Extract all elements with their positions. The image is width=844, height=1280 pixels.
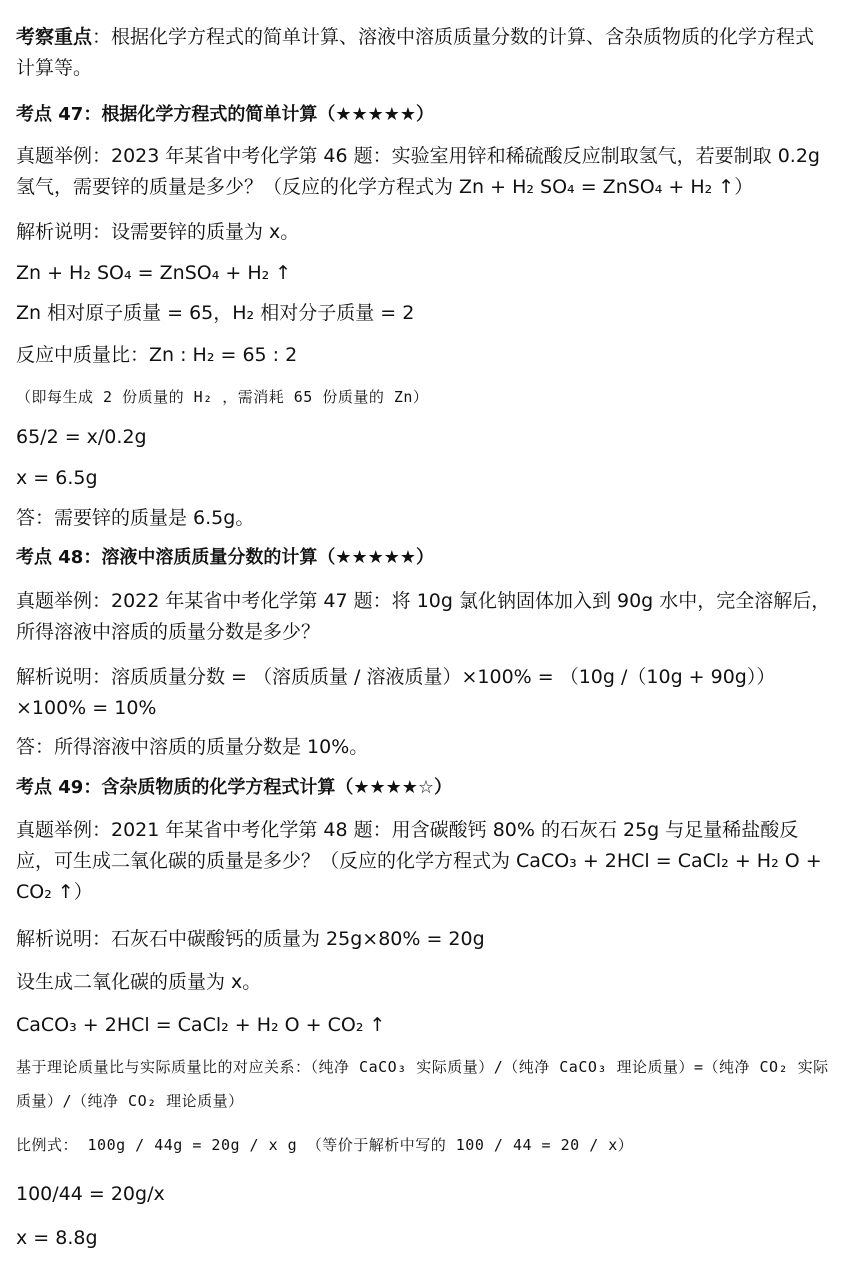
section-48-analysis: 解析说明：溶质质量分数 = （溶质质量 / 溶液质量）×100% = （10g /（10g + 90g））×100% = 10% — [16, 666, 776, 719]
section-47-result: x = 6.5g — [16, 467, 98, 489]
section-47-answer: 答：需要锌的质量是 6.5g。 — [16, 507, 255, 529]
section-48-answer: 答：所得溶液中溶质的质量分数是 10%。 — [16, 736, 369, 758]
section-47-heading: 考点 47：根据化学方程式的简单计算（★★★★★） — [16, 104, 434, 125]
section-47-note: （即每生成 2 份质量的 H₂ ，需消耗 65 份质量的 Zn） — [16, 388, 429, 406]
section-49-equation-2: 100/44 = 20g/x — [16, 1183, 165, 1205]
section-47-example: 真题举例：2023 年某省中考化学第 46 题：实验室用锌和稀硫酸反应制取氢气，若要制取 0.2g 氢气，需要锌的质量是多少？（反应的化学方程式为 Zn + H₂ SO₄ = ZnSO₄ + H₂ ↑） — [16, 145, 820, 198]
section-48-example: 真题举例：2022 年某省中考化学第 47 题：将 10g 氯化钠固体加入到 90g 水中，完全溶解后，所得溶液中溶质的质量分数是多少？ — [16, 590, 831, 643]
focus-label: 考察重点 — [16, 26, 93, 48]
section-49-analysis: 解析说明：石灰石中碳酸钙的质量为 25g×80% = 20g — [16, 928, 485, 950]
section-47-ratio: 反应中质量比：Zn : H₂ = 65 : 2 — [16, 344, 298, 366]
section-49-example: 真题举例：2021 年某省中考化学第 48 题：用含碳酸钙 80% 的石灰石 25g 与足量稀盐酸反应，可生成二氧化碳的质量是多少？（反应的化学方程式为 CaCO₃ + 2HCl = CaCl₂ + H₂ O + CO₂ ↑） — [16, 819, 822, 903]
focus-paragraph — [16, 22, 832, 84]
focus-text: ：根据化学方程式的简单计算、溶液中溶质质量分数的计算、含杂质物质的化学方程式计算等。 — [16, 26, 815, 79]
section-47-analysis: 解析说明：设需要锌的质量为 x。 — [16, 221, 300, 243]
section-49-heading: 考点 49：含杂质物质的化学方程式计算（★★★★☆） — [16, 777, 452, 798]
section-48-heading: 考点 48：溶液中溶质质量分数的计算（★★★★★） — [16, 547, 434, 568]
section-47-proportion: 65/2 = x/0.2g — [16, 426, 147, 448]
section-49-equation: CaCO₃ + 2HCl = CaCl₂ + H₂ O + CO₂ ↑ — [16, 1014, 386, 1036]
section-49-relation: 基于理论质量比与实际质量比的对应关系：（纯净 CaCO₃ 实际质量）/（纯净 CaCO₃ 理论质量）=（纯净 CO₂ 实际质量）/（纯净 CO₂ 理论质量） — [16, 1058, 829, 1110]
section-49-proportion: 比例式： 100g / 44g = 20g / x g （等价于解析中写的 100 / 44 = 20 / x） — [16, 1136, 634, 1154]
section-49-result: x = 8.8g — [16, 1227, 98, 1249]
section-47-masses: Zn 相对原子质量 = 65，H₂ 相对分子质量 = 2 — [16, 302, 415, 324]
section-49-assumption: 设生成二氧化碳的质量为 x。 — [16, 971, 262, 993]
section-47-equation: Zn + H₂ SO₄ = ZnSO₄ + H₂ ↑ — [16, 262, 292, 284]
